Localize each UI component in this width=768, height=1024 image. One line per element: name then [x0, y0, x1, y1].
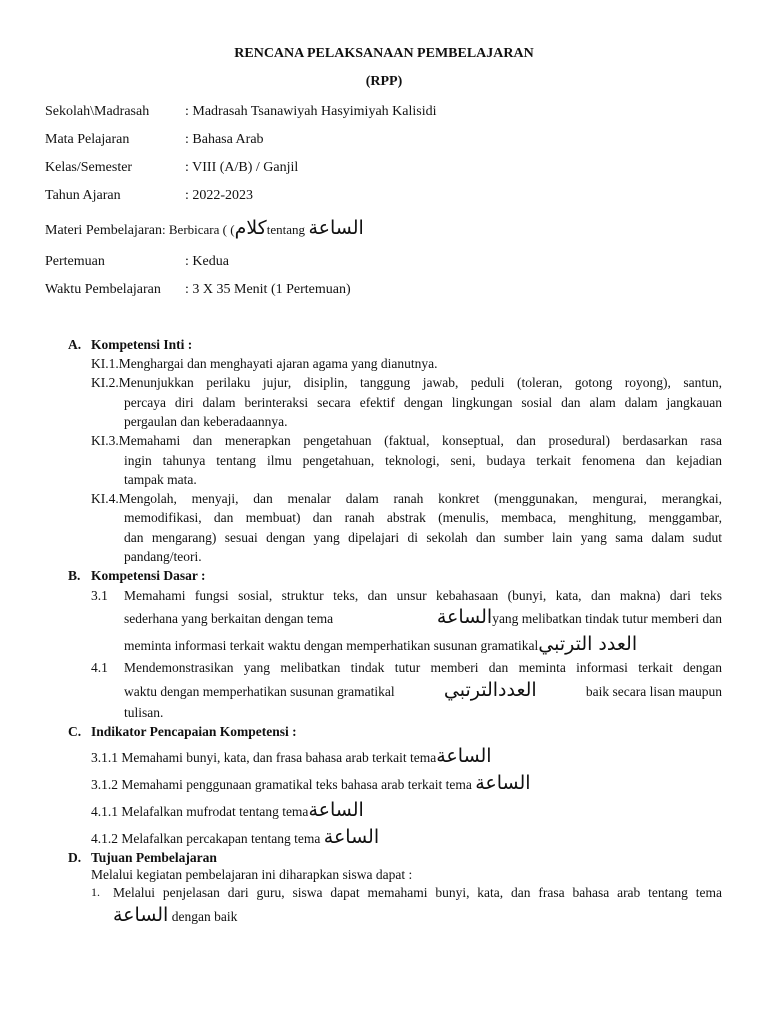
document-subtitle: (RPP)	[365, 74, 403, 89]
materi-arabic-kalam: كلام	[234, 217, 267, 239]
section-c-heading: Indikator Pencapaian Kompetensi :	[91, 724, 297, 739]
kd31-line3	[124, 633, 637, 655]
materi-value-prefix: : Berbicara ( (	[162, 222, 235, 237]
materi-row	[45, 217, 364, 239]
indicator-312-arabic: الساعة	[475, 772, 531, 794]
goal-1-number: 1.	[91, 885, 100, 899]
indicator-412-arabic: الساعة	[323, 826, 380, 848]
kd41-line2-text-b: baik secara lisan maupun	[585, 684, 722, 699]
school-value: : Madrasah Tsanawiyah Hasyimiyah Kalisidi	[185, 104, 437, 119]
ki3-line1: KI.3.Memahami dan menerapkan pengetahuan (faktual, konseptual, dan prosedural) berdasarkan rasa	[91, 433, 722, 448]
kd41-line1: Mendemonstrasikan yang melibatkan tindak tutur memberi dan meminta informasi terkait dengan	[124, 660, 722, 675]
goal-1-arabic: الساعة	[113, 904, 169, 926]
section-b-letter: B.	[68, 568, 81, 583]
year-value: : 2022-2023	[185, 188, 254, 203]
kd31-number: 3.1	[91, 588, 108, 603]
goal-1-text: dengan baik	[171, 909, 238, 924]
subject-label: Mata Pelajaran	[45, 132, 130, 147]
class-label: Kelas/Semester	[45, 160, 133, 175]
indicator-311-text: 3.1.1 Memahami bunyi, kata, dan frasa bahasa arab terkait tema	[91, 750, 437, 765]
kd41-number: 4.1	[91, 660, 108, 675]
kd31-line2-text-b: yang melibatkan tindak tutur memberi dan	[492, 611, 722, 626]
kd41-line2-arabic: العددالترتبي	[443, 679, 537, 701]
indicator-411-arabic: الساعة	[308, 799, 364, 821]
section-d-intro: Melalui kegiatan pembelajaran ini diharapkan siswa dapat :	[91, 867, 413, 882]
indicator-412	[91, 826, 379, 848]
materi-label: Materi Pembelajaran	[45, 223, 163, 238]
ki2-line3: pergaulan dan keberadaannya.	[124, 414, 288, 429]
indicator-411	[91, 799, 364, 821]
indicator-311-arabic: الساعة	[436, 745, 492, 767]
ki4-line1: KI.4.Mengolah, menyaji, dan menalar dalam ranah konkret (menggunakan, mengurai, merangkai,	[91, 491, 722, 506]
meeting-value: : Kedua	[185, 254, 229, 269]
section-c-letter: C.	[68, 724, 82, 739]
goal-1-line2	[113, 904, 237, 926]
indicator-311	[91, 745, 492, 767]
ki4-line2: memodifikasi, dan membuat) dan ranah abstrak (menulis, membaca, menghitung, menggambar,	[124, 510, 722, 525]
ki2-line2: percaya diri dalam berinteraksi secara efektif dengan lingkungan sosial dan alam dalam jangkauan	[124, 395, 722, 410]
time-value: : 3 X 35 Menit (1 Pertemuan)	[185, 282, 351, 297]
goal-1-line1: Melalui penjelasan dari guru, siswa dapat memahami bunyi, kata, dan frasa bahasa arab tentang tema	[113, 885, 722, 900]
indicator-412-text: 4.1.2 Melafalkan percakapan tentang tema	[91, 831, 321, 846]
ki4-line4: pandang/teori.	[124, 549, 202, 564]
subject-value: : Bahasa Arab	[185, 132, 264, 147]
section-a-letter: A.	[68, 337, 82, 352]
kd41-line3: tulisan.	[124, 705, 164, 720]
section-d-letter: D.	[68, 850, 82, 865]
materi-tentang: tentang	[266, 222, 305, 237]
section-b-heading: Kompetensi Dasar :	[91, 568, 206, 583]
school-label: Sekolah\Madrasah	[45, 104, 150, 119]
meeting-label: Pertemuan	[45, 254, 105, 269]
kd31-line3-arabic: العدد الترتبي	[538, 633, 638, 655]
section-d-heading: Tujuan Pembelajaran	[91, 850, 217, 865]
kd31-line3-text: meminta informasi terkait waktu dengan memperhatikan susunan gramatikal	[124, 638, 539, 653]
kd31-line2	[124, 606, 722, 628]
class-value: : VIII (A/B) / Ganjil	[185, 160, 299, 175]
materi-arabic-topic: الساعة	[308, 217, 364, 239]
ki4-line3: dan mengarang) sesuai dengan yang dipelajari di sekolah dan sumber lain yang sama dalam sudut	[124, 530, 722, 545]
section-a-heading: Kompetensi Inti :	[91, 337, 193, 352]
kd41-line2	[124, 679, 722, 701]
ki2-line1: KI.2.Menunjukkan perilaku jujur, disiplin, tanggung jawab, peduli (toleran, gotong royong), santun,	[91, 375, 722, 390]
kd41-line2-text-a: waktu dengan memperhatikan susunan gramatikal	[124, 684, 395, 699]
indicator-411-text: 4.1.1 Melafalkan mufrodat tentang tema	[91, 804, 309, 819]
document-title: RENCANA PELAKSANAAN PEMBELAJARAN	[234, 46, 534, 61]
kd31-line2-text-a: sederhana yang berkaitan dengan tema	[124, 611, 334, 626]
kd31-line1: Memahami fungsi sosial, struktur teks, dan unsur kebahasaan (bunyi, kata, dan makna) dari teks	[124, 588, 722, 603]
year-label: Tahun Ajaran	[45, 188, 121, 203]
indicator-312	[91, 772, 531, 794]
ki3-line3: tampak mata.	[124, 472, 197, 487]
ki3-line2: ingin tahunya tentang ilmu pengetahuan, teknologi, seni, budaya terkait fenomena dan kejadian	[124, 453, 722, 468]
time-label: Waktu Pembelajaran	[45, 282, 161, 297]
ki1-text: KI.1.Menghargai dan menghayati ajaran agama yang dianutnya.	[91, 356, 438, 371]
indicator-312-text: 3.1.2 Memahami penggunaan gramatikal teks bahasa arab terkait tema	[91, 777, 472, 792]
kd31-line2-arabic: الساعة	[436, 606, 493, 628]
